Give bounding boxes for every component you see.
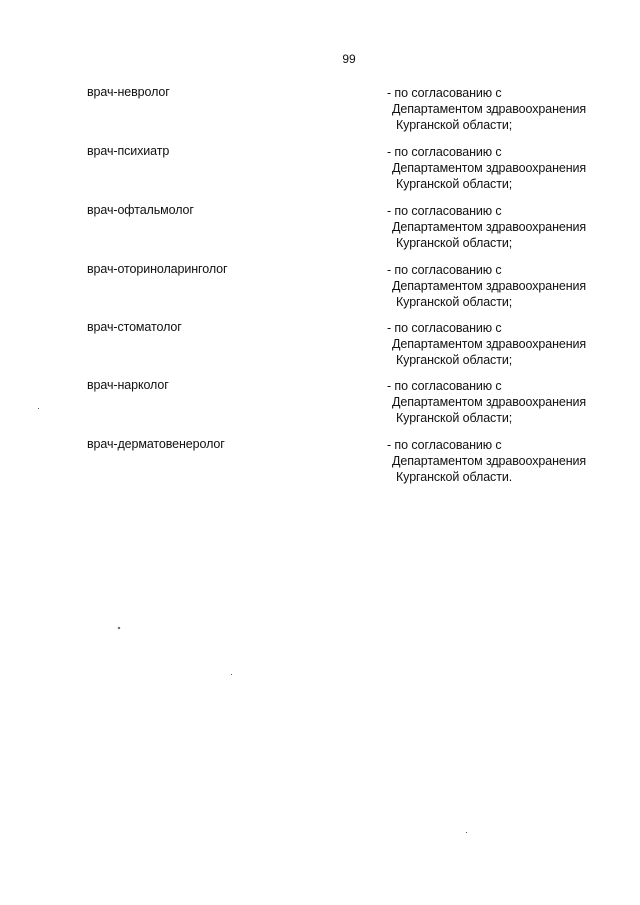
scan-speck	[118, 627, 121, 630]
note-line: Департаментом здравоохранения	[392, 102, 587, 116]
note-line: - по согласованию с	[387, 379, 502, 393]
note-line: - по согласованию с	[387, 204, 502, 218]
note-line: Курганской области;	[396, 295, 513, 309]
approval-note	[387, 85, 586, 133]
note-line: Курганской области;	[396, 236, 513, 250]
note-line: - по согласованию с	[387, 86, 502, 100]
note-line: Курганской области;	[396, 118, 513, 132]
note-line: Департаментом здравоохранения	[392, 454, 587, 468]
note-line: Департаментом здравоохранения	[392, 161, 587, 175]
list-item	[0, 262, 640, 318]
note-line: Департаментом здравоохранения	[392, 220, 587, 234]
note-line: - по согласованию с	[387, 145, 502, 159]
scan-speck	[466, 832, 467, 833]
list-item	[0, 378, 640, 434]
position-title: врач-психиатр	[87, 144, 170, 158]
note-line: Курганской области.	[396, 470, 513, 484]
note-line: Департаментом здравоохранения	[392, 395, 587, 409]
scan-speck	[38, 408, 39, 409]
note-line: Департаментом здравоохранения	[392, 279, 587, 293]
approval-note	[387, 437, 586, 485]
list-item	[0, 320, 640, 376]
list-item	[0, 85, 640, 141]
approval-note	[387, 262, 586, 310]
note-line: - по согласованию с	[387, 263, 502, 277]
note-line: Курганской области;	[396, 411, 513, 425]
list-item	[0, 203, 640, 259]
note-line: - по согласованию с	[387, 438, 502, 452]
note-line: Департаментом здравоохранения	[392, 337, 587, 351]
note-line: Курганской области;	[396, 353, 513, 367]
position-title: врач-невролог	[87, 85, 170, 99]
scan-speck	[231, 674, 232, 675]
list-item	[0, 144, 640, 200]
position-title: врач-стоматолог	[87, 320, 182, 334]
position-title: врач-офтальмолог	[87, 203, 194, 217]
position-title: врач-оториноларинголог	[87, 262, 228, 276]
approval-note	[387, 378, 586, 426]
note-line: - по согласованию с	[387, 321, 502, 335]
page-number: 99	[342, 52, 356, 66]
approval-note	[387, 203, 586, 251]
note-line: Курганской области;	[396, 177, 513, 191]
position-title: врач-дерматовенеролог	[87, 437, 225, 451]
approval-note	[387, 320, 586, 368]
list-item	[0, 437, 640, 493]
approval-note	[387, 144, 586, 192]
position-title: врач-нарколог	[87, 378, 169, 392]
